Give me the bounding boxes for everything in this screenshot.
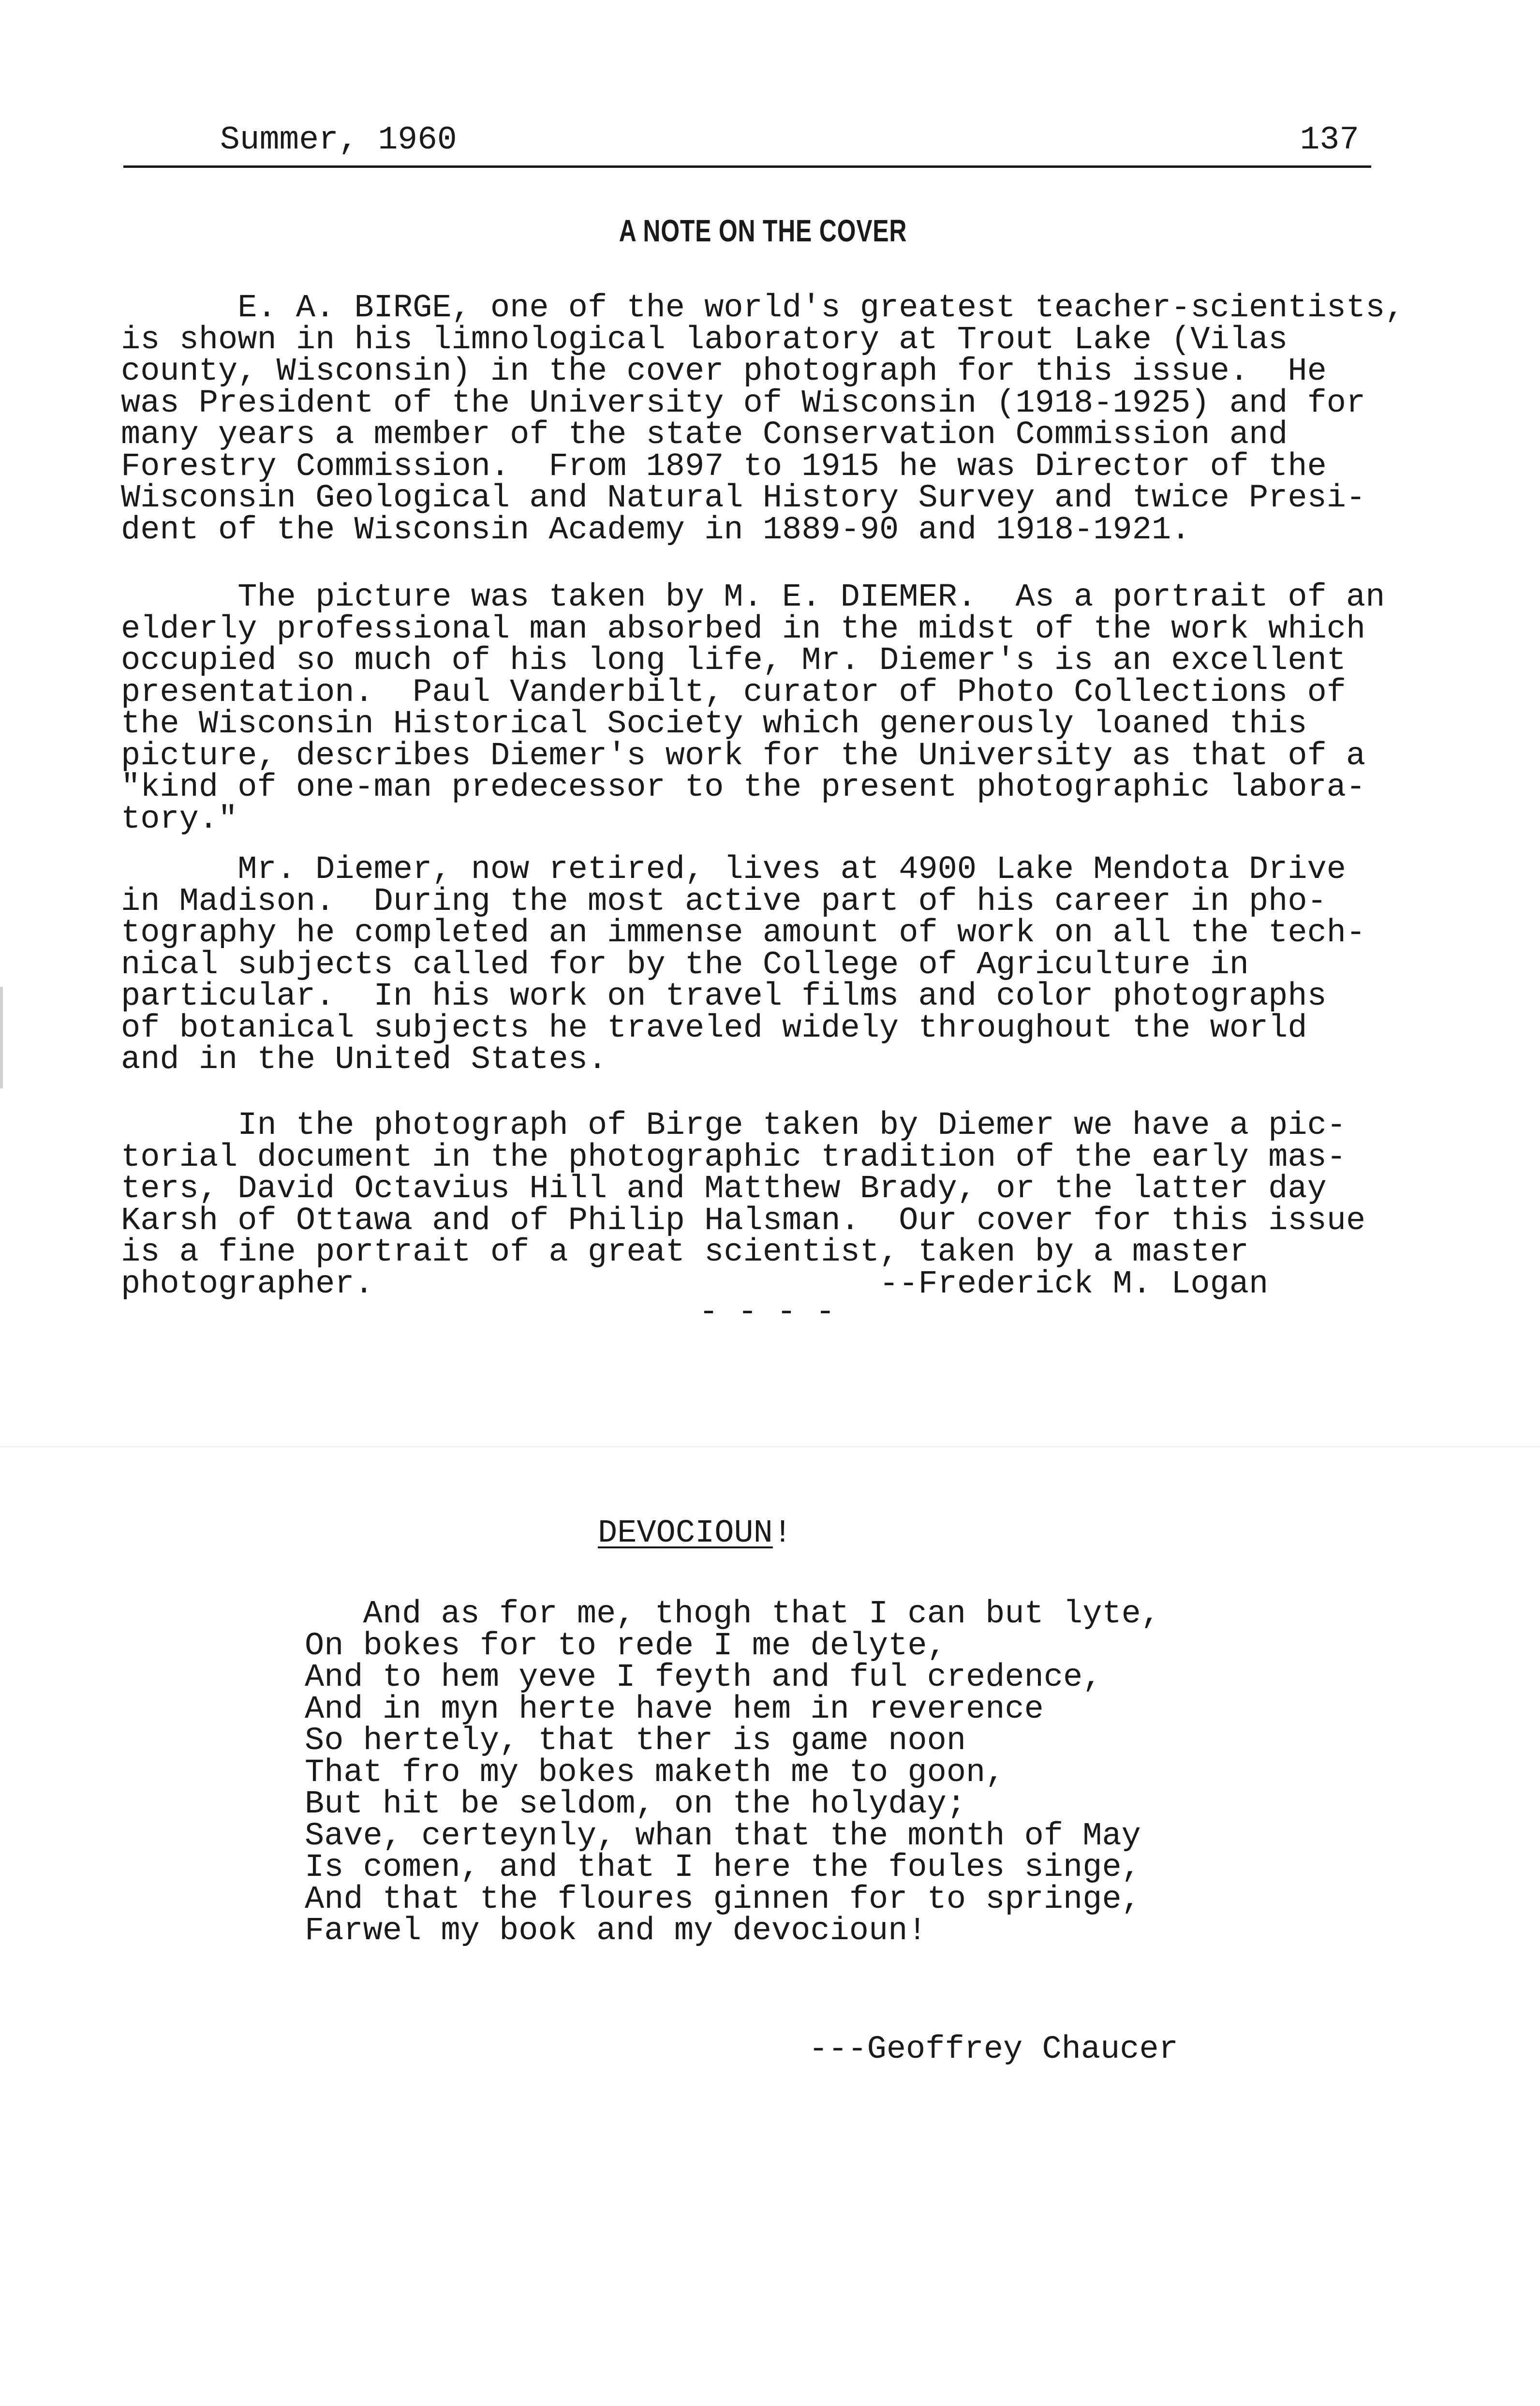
article-paragraph-4: In the photograph of Birge taken by Diemer we have a pic- torial document in the photographic tradition of the early mas- ters, David Octavius Hill and Matthew Brady, or the latter day Karsh of Ottawa and of Philip Halsman. Our cover for this issue is a fine portrait of a great scientist, taken by a master photographer. --Frederick M. Logan — [121, 1107, 1366, 1303]
poem-attribution: ---Geoffrey Chaucer — [809, 2031, 1178, 2068]
issue-date: Summer, 1960 — [220, 121, 457, 159]
section-separator: - - - - — [699, 1294, 835, 1331]
article-paragraph-2: The picture was taken by M. E. DIEMER. As a portrait of an elderly professional man absorbed in the midst of the work which occupied so much of his long life, Mr. Diemer's is an excellent presentation. Paul Vanderbilt, curator of Photo Collections of the Wisconsin Historical Society which generously loaned this picture, describes Diemer's work for the University as that of a "kind of one-man predecessor to the present photographic labora- tory." — [121, 579, 1385, 838]
scan-fold-line — [0, 1446, 1540, 1447]
scan-edge-mark — [0, 987, 3, 1088]
running-header — [123, 121, 1371, 168]
poem-title-punctuation: ! — [772, 1515, 793, 1552]
poem-title-text: DEVOCIOUN — [598, 1515, 773, 1552]
page-number: 137 — [1300, 121, 1359, 159]
article-paragraph-1: E. A. BIRGE, one of the world's greatest teacher-scientists, is shown in his limnological laboratory at Trout Lake (Vilas county, Wisconsin) in the cover photograph for this issue. He was President of the University of Wisconsin (1918-1925) and for many years a member of the state Conservation Commission and Forestry Commission. From 1897 to 1915 he was Director of the Wisconsin Geological and Natural History Survey and twice Presi- dent of the Wisconsin Academy in 1889-90 and 1918-1921. — [121, 290, 1405, 549]
poem-body: And as for me, thogh that I can but lyte, On bokes for to rede I me delyte, And to hem yeve I feyth and ful credence, And in myn herte have hem in reverence So hertely, that ther is game noon That fro my bokes maketh me to goon, But hit be seldom, on the holyday; Save, certeynly, whan that the month of May Is comen, and that I here the foules singe, And that the floures ginnen for to springe, Farwel my book and my devocioun! — [305, 1596, 1161, 1949]
article-title: A NOTE ON THE COVER — [619, 213, 907, 248]
article-paragraph-3: Mr. Diemer, now retired, lives at 4900 Lake Mendota Drive in Madison. During the most active part of his career in pho- tography he completed an immense amount of work on all the tech- nical subjects called for by the College of Agriculture in particular. In his work on travel films and color photographs of botanical subjects he traveled widely throughout the world and in the United States. — [121, 851, 1366, 1078]
poem-title — [598, 1516, 792, 1550]
